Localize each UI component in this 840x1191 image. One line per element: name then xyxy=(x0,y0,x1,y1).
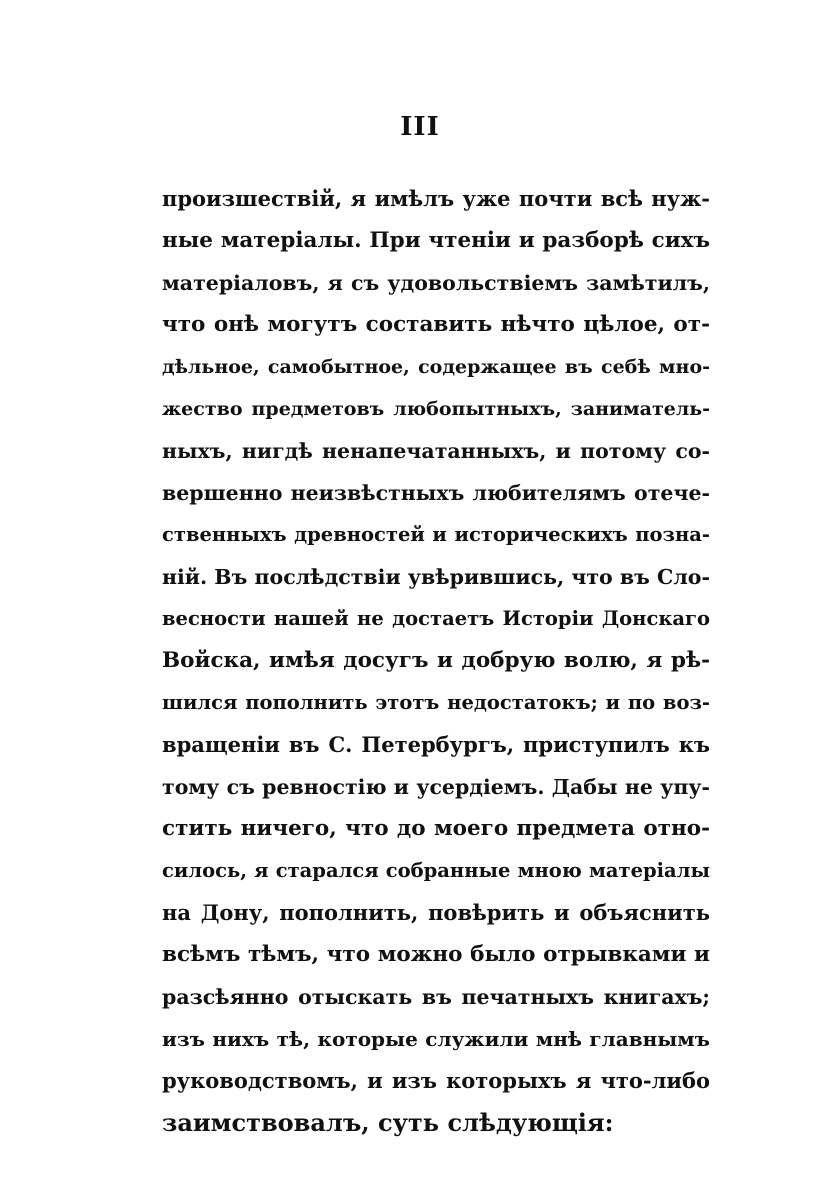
text-line: матеріаловъ, я съ удовольствіемъ замѣтилъ, xyxy=(162,271,710,295)
text-line: ные матеріалы. При чтеніи и разборѣ сихъ xyxy=(162,228,710,253)
page-number: III xyxy=(400,112,440,142)
text-line: произшествій, я имѣлъ уже почти всѣ нуж- xyxy=(162,186,710,211)
text-line: ныхъ, нигдѣ ненапечатанныхъ, и потому со- xyxy=(162,439,710,463)
text-line: изъ нихъ тѣ, которые служили мнѣ главнымъ xyxy=(162,1027,710,1051)
text-line: разсѣянно отыскать въ печатныхъ книгахъ; xyxy=(162,985,710,1009)
text-line: вращеніи въ С. Петербургъ, приступилъ къ xyxy=(162,732,710,757)
body-text xyxy=(162,178,710,1144)
text-line: стить ничего, что до моего предмета отно- xyxy=(162,816,710,841)
text-line: заимствовалъ, суть слѣдующія: xyxy=(162,1108,614,1137)
text-line: тому съ ревностію и усердіемъ. Дабы не упу- xyxy=(162,775,710,799)
text-line: вершенно неизвѣстныхъ любителямъ отече- xyxy=(162,481,710,505)
text-line: Войска, имѣя досугъ и добрую волю, я рѣ- xyxy=(162,648,710,673)
text-line: ственныхъ древностей и историческихъ позна- xyxy=(162,523,710,546)
text-line: силось, я старался собранные мною матеріалы xyxy=(162,859,710,882)
text-line: весности нашей не достаетъ Исторіи Донскаго xyxy=(162,607,710,630)
text-line: ній. Въ послѣдствіи увѣрившись, что въ Сло- xyxy=(162,565,710,589)
text-line: на Дону, пополнить, повѣрить и объяснить xyxy=(162,900,710,925)
text-line: всѣмъ тѣмъ, что можно было отрывками и xyxy=(162,942,710,967)
text-line: что онѣ могутъ составить нѣчто цѣлое, от- xyxy=(162,312,710,337)
text-line: шился пополнить этотъ недостатокъ; и по воз- xyxy=(162,691,710,714)
text-line: жество предметовъ любопытныхъ, заниматель- xyxy=(162,398,710,420)
text-line: дѣльное, самобытное, содержащее въ себѣ мно- xyxy=(162,356,710,378)
text-line: руководствомъ, и изъ которыхъ я что-либо xyxy=(162,1068,710,1093)
